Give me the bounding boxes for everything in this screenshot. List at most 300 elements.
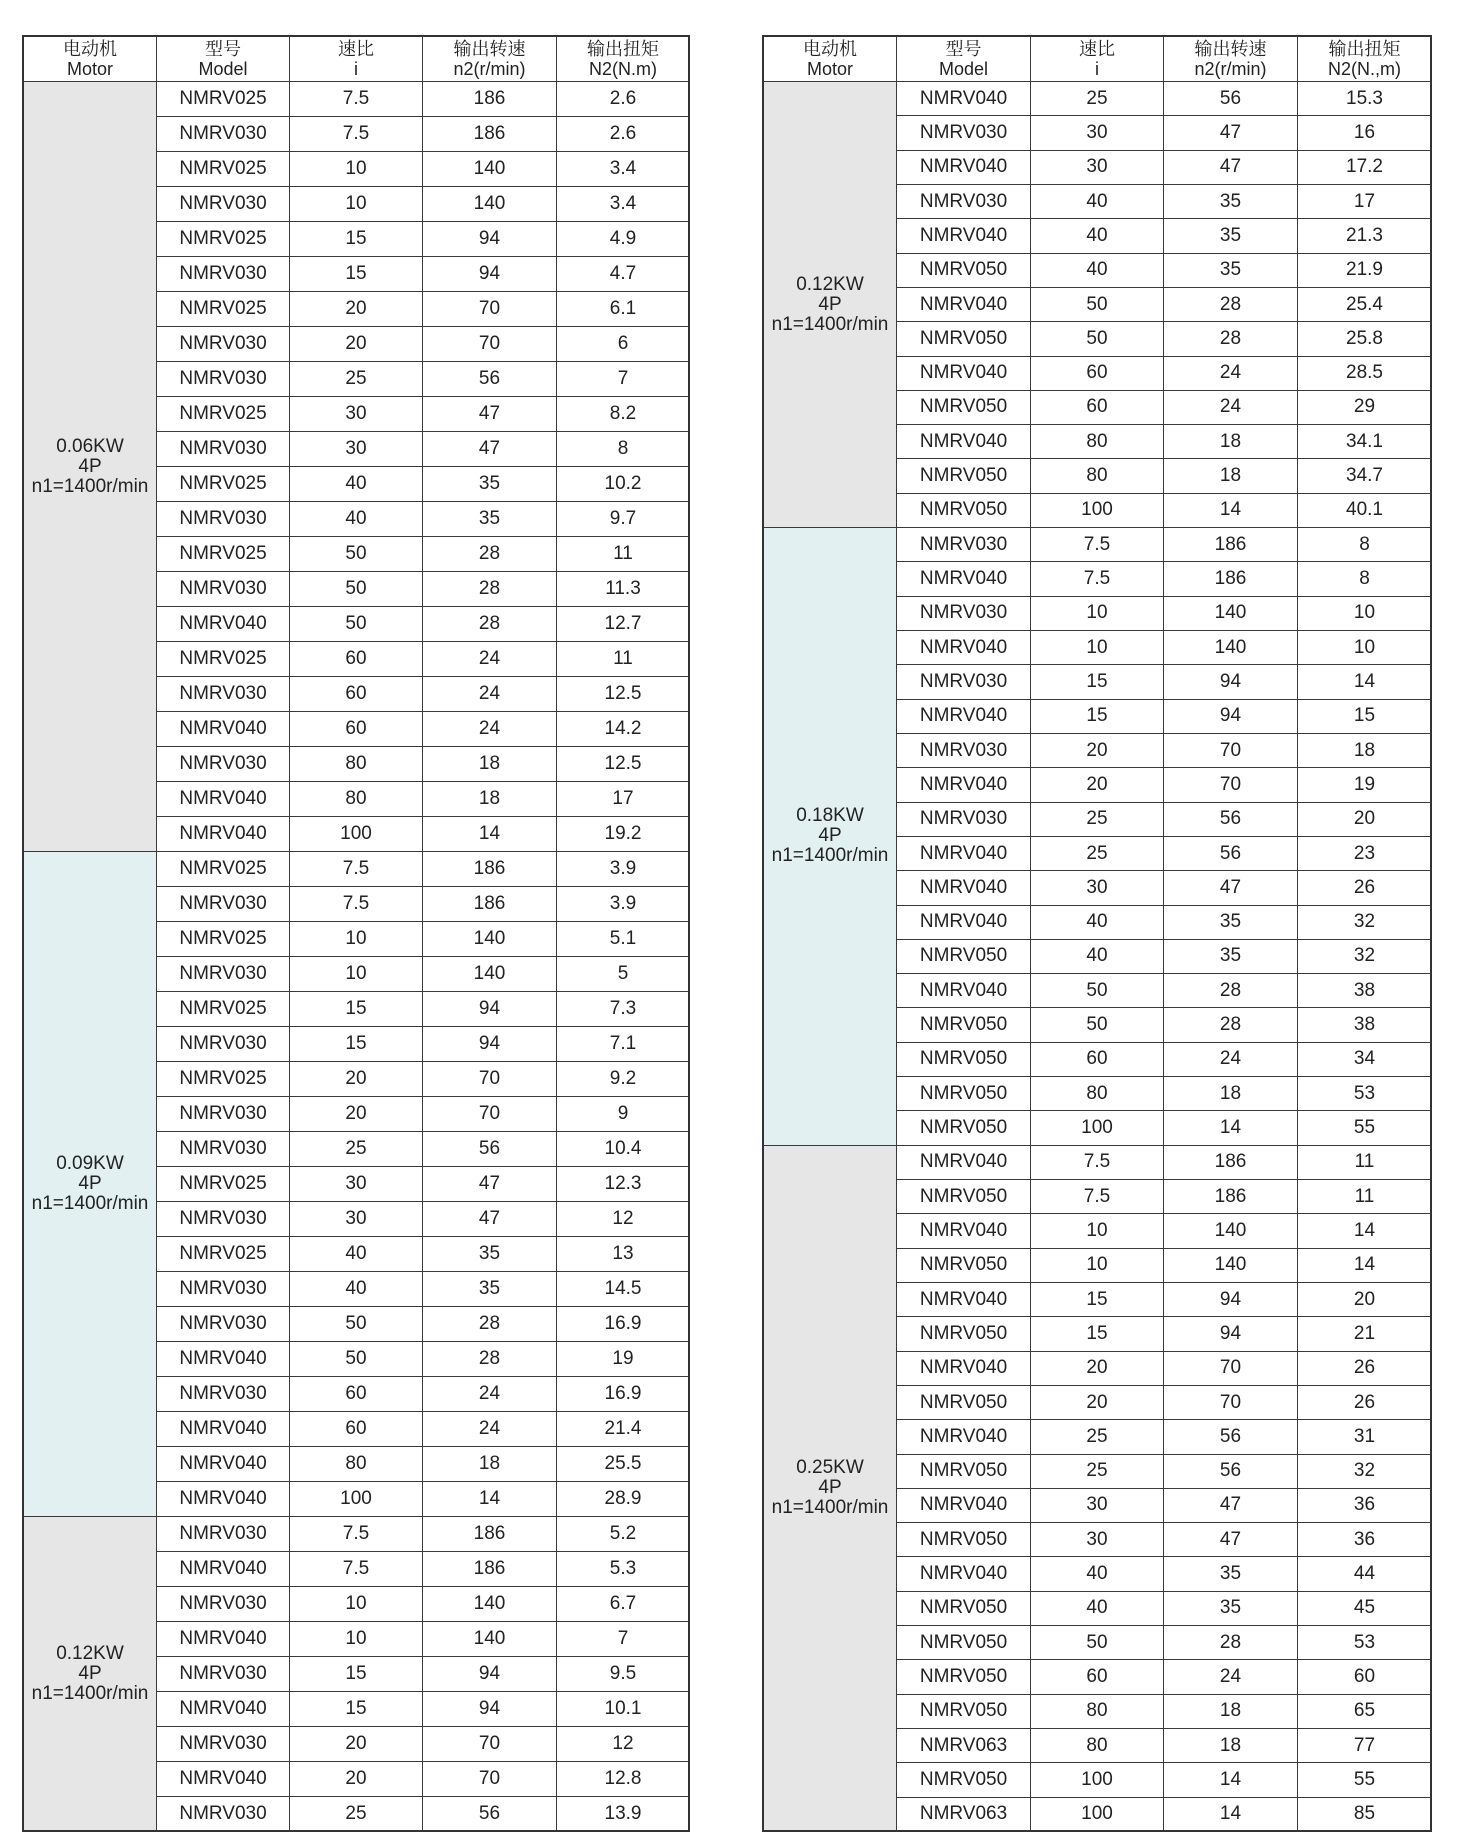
output-speed-cell: 35 xyxy=(1164,219,1298,253)
model-cell: NMRV050 xyxy=(897,253,1031,287)
output-torque-cell: 20 xyxy=(1298,802,1432,836)
ratio-cell: 15 xyxy=(1031,1317,1164,1351)
motor-poles: 4P xyxy=(818,1477,842,1499)
ratio-cell: 50 xyxy=(290,607,423,642)
motor-power: 0.25KW xyxy=(796,1457,864,1479)
output-torque-cell: 12 xyxy=(557,1202,690,1237)
output-speed-cell: 186 xyxy=(423,82,557,117)
model-cell: NMRV040 xyxy=(897,1282,1031,1316)
output-torque-cell: 3.9 xyxy=(557,852,690,887)
ratio-cell: 30 xyxy=(290,1167,423,1202)
output-speed-cell: 24 xyxy=(423,1377,557,1412)
output-torque-cell: 11 xyxy=(557,642,690,677)
output-torque-cell: 6.7 xyxy=(557,1587,690,1622)
ratio-cell: 15 xyxy=(290,992,423,1027)
header-output-speed: 输出转速 n2(r/min) xyxy=(423,37,557,82)
motor-group-cell xyxy=(24,1517,157,1832)
output-speed-cell: 94 xyxy=(423,992,557,1027)
left-table-body xyxy=(24,82,690,1832)
motor-speed: n1=1400r/min xyxy=(771,845,889,867)
model-cell: NMRV030 xyxy=(157,957,290,992)
output-torque-cell: 55 xyxy=(1298,1111,1432,1145)
model-cell: NMRV025 xyxy=(157,1237,290,1272)
model-cell: NMRV040 xyxy=(157,1552,290,1587)
motor-poles: 4P xyxy=(78,1173,102,1194)
ratio-cell: 20 xyxy=(290,1062,423,1097)
output-torque-cell: 11 xyxy=(557,537,690,572)
header-ratio: 速比 i xyxy=(1031,37,1164,82)
output-speed-cell: 186 xyxy=(423,887,557,922)
ratio-cell: 100 xyxy=(1031,1797,1164,1831)
model-cell: NMRV040 xyxy=(897,871,1031,905)
model-cell: NMRV040 xyxy=(897,219,1031,253)
output-torque-cell: 25.8 xyxy=(1298,322,1432,356)
output-torque-cell: 34 xyxy=(1298,1042,1432,1076)
ratio-cell: 60 xyxy=(1031,1042,1164,1076)
output-speed-cell: 47 xyxy=(423,1202,557,1237)
model-cell: NMRV030 xyxy=(897,596,1031,630)
ratio-cell: 30 xyxy=(290,397,423,432)
header-motor: 电动机 Motor xyxy=(764,37,897,82)
motor-poles: 4P xyxy=(78,1663,102,1684)
output-speed-cell: 70 xyxy=(423,1762,557,1797)
ratio-cell: 15 xyxy=(1031,1282,1164,1316)
ratio-cell: 10 xyxy=(1031,596,1164,630)
output-speed-cell: 94 xyxy=(1164,1317,1298,1351)
model-cell: NMRV030 xyxy=(157,1517,290,1552)
model-cell: NMRV040 xyxy=(897,1145,1031,1179)
output-torque-cell: 20 xyxy=(1298,1282,1432,1316)
output-torque-cell: 21.9 xyxy=(1298,253,1432,287)
model-cell: NMRV030 xyxy=(157,1377,290,1412)
output-torque-cell: 26 xyxy=(1298,871,1432,905)
motor-power: 0.18KW xyxy=(796,805,864,827)
output-speed-cell: 35 xyxy=(1164,253,1298,287)
output-torque-cell: 28.5 xyxy=(1298,356,1432,390)
output-speed-cell: 56 xyxy=(423,1132,557,1167)
output-speed-cell: 35 xyxy=(423,467,557,502)
ratio-cell: 40 xyxy=(1031,184,1164,218)
output-speed-cell: 14 xyxy=(1164,1797,1298,1831)
motor-power: 0.12KW xyxy=(796,273,864,295)
motor-speed: n1=1400r/min xyxy=(771,1497,889,1519)
ratio-cell: 25 xyxy=(290,1797,423,1832)
output-torque-cell: 44 xyxy=(1298,1557,1432,1591)
output-speed-cell: 94 xyxy=(423,1027,557,1062)
model-cell: NMRV030 xyxy=(157,1797,290,1832)
output-torque-cell: 25.5 xyxy=(557,1447,690,1482)
model-cell: NMRV050 xyxy=(897,1077,1031,1111)
header-output-torque: 输出扭矩 N2(N.m) xyxy=(557,37,690,82)
output-torque-cell: 11 xyxy=(1298,1145,1432,1179)
output-speed-cell: 186 xyxy=(1164,562,1298,596)
ratio-cell: 80 xyxy=(1031,425,1164,459)
output-speed-cell: 35 xyxy=(1164,905,1298,939)
model-cell: NMRV040 xyxy=(157,782,290,817)
header-output-speed: 输出转速 n2(r/min) xyxy=(1164,37,1298,82)
ratio-cell: 60 xyxy=(290,1377,423,1412)
model-cell: NMRV025 xyxy=(157,1167,290,1202)
ratio-cell: 10 xyxy=(290,957,423,992)
model-cell: NMRV050 xyxy=(897,1111,1031,1145)
output-torque-cell: 14.2 xyxy=(557,712,690,747)
table-row xyxy=(764,528,1432,562)
output-torque-cell: 13 xyxy=(557,1237,690,1272)
output-speed-cell: 18 xyxy=(1164,459,1298,493)
output-torque-cell: 29 xyxy=(1298,390,1432,424)
output-torque-cell: 3.9 xyxy=(557,887,690,922)
output-speed-cell: 28 xyxy=(423,1342,557,1377)
output-speed-cell: 47 xyxy=(1164,116,1298,150)
output-speed-cell: 24 xyxy=(1164,390,1298,424)
output-torque-cell: 14 xyxy=(1298,665,1432,699)
ratio-cell: 25 xyxy=(1031,836,1164,870)
ratio-cell: 10 xyxy=(290,187,423,222)
ratio-cell: 50 xyxy=(1031,974,1164,1008)
output-torque-cell: 55 xyxy=(1298,1763,1432,1797)
ratio-cell: 25 xyxy=(1031,82,1164,116)
ratio-cell: 15 xyxy=(1031,665,1164,699)
model-cell: NMRV040 xyxy=(157,712,290,747)
ratio-cell: 25 xyxy=(1031,802,1164,836)
output-speed-cell: 18 xyxy=(423,782,557,817)
output-torque-cell: 5 xyxy=(557,957,690,992)
model-cell: NMRV050 xyxy=(897,1763,1031,1797)
output-speed-cell: 28 xyxy=(1164,322,1298,356)
output-torque-cell: 77 xyxy=(1298,1729,1432,1763)
output-torque-cell: 11 xyxy=(1298,1180,1432,1214)
output-torque-cell: 8 xyxy=(557,432,690,467)
output-torque-cell: 8 xyxy=(1298,528,1432,562)
output-speed-cell: 140 xyxy=(1164,1214,1298,1248)
model-cell: NMRV050 xyxy=(897,493,1031,527)
model-cell: NMRV050 xyxy=(897,1591,1031,1625)
output-torque-cell: 32 xyxy=(1298,905,1432,939)
ratio-cell: 15 xyxy=(290,1692,423,1727)
ratio-cell: 20 xyxy=(1031,768,1164,802)
model-cell: NMRV040 xyxy=(157,1342,290,1377)
ratio-cell: 20 xyxy=(290,327,423,362)
ratio-cell: 80 xyxy=(1031,1694,1164,1728)
output-speed-cell: 18 xyxy=(423,1447,557,1482)
output-torque-cell: 18 xyxy=(1298,733,1432,767)
output-torque-cell: 10 xyxy=(1298,631,1432,665)
model-cell: NMRV030 xyxy=(157,1132,290,1167)
model-cell: NMRV030 xyxy=(157,502,290,537)
output-speed-cell: 70 xyxy=(1164,733,1298,767)
output-speed-cell: 186 xyxy=(423,852,557,887)
model-cell: NMRV040 xyxy=(157,1447,290,1482)
motor-group-cell xyxy=(24,852,157,1517)
model-cell: NMRV050 xyxy=(897,1008,1031,1042)
output-torque-cell: 36 xyxy=(1298,1488,1432,1522)
model-cell: NMRV040 xyxy=(897,562,1031,596)
model-cell: NMRV050 xyxy=(897,1694,1031,1728)
output-torque-cell: 12.5 xyxy=(557,747,690,782)
output-speed-cell: 14 xyxy=(1164,493,1298,527)
model-cell: NMRV030 xyxy=(157,117,290,152)
ratio-cell: 50 xyxy=(1031,1008,1164,1042)
output-speed-cell: 140 xyxy=(423,152,557,187)
model-cell: NMRV040 xyxy=(897,287,1031,321)
model-cell: NMRV040 xyxy=(157,1482,290,1517)
table-row xyxy=(24,852,690,887)
ratio-cell: 15 xyxy=(290,1027,423,1062)
output-speed-cell: 28 xyxy=(423,572,557,607)
model-cell: NMRV050 xyxy=(897,1317,1031,1351)
ratio-cell: 40 xyxy=(290,502,423,537)
ratio-cell: 40 xyxy=(290,1272,423,1307)
ratio-cell: 60 xyxy=(1031,356,1164,390)
output-torque-cell: 14 xyxy=(1298,1248,1432,1282)
motor-power: 0.12KW xyxy=(56,1643,124,1664)
model-cell: NMRV040 xyxy=(157,1692,290,1727)
model-cell: NMRV050 xyxy=(897,1454,1031,1488)
output-torque-cell: 10.1 xyxy=(557,1692,690,1727)
motor-poles: 4P xyxy=(818,293,842,315)
output-torque-cell: 14 xyxy=(1298,1214,1432,1248)
model-cell: NMRV030 xyxy=(157,1727,290,1762)
output-torque-cell: 32 xyxy=(1298,1454,1432,1488)
model-cell: NMRV040 xyxy=(897,150,1031,184)
output-speed-cell: 47 xyxy=(1164,1523,1298,1557)
ratio-cell: 50 xyxy=(290,572,423,607)
ratio-cell: 30 xyxy=(290,432,423,467)
output-torque-cell: 53 xyxy=(1298,1626,1432,1660)
output-torque-cell: 34.7 xyxy=(1298,459,1432,493)
model-cell: NMRV050 xyxy=(897,459,1031,493)
output-speed-cell: 28 xyxy=(1164,1626,1298,1660)
model-cell: NMRV040 xyxy=(157,1622,290,1657)
model-cell: NMRV040 xyxy=(897,974,1031,1008)
model-cell: NMRV030 xyxy=(157,1027,290,1062)
output-speed-cell: 186 xyxy=(1164,528,1298,562)
ratio-cell: 40 xyxy=(290,1237,423,1272)
model-cell: NMRV025 xyxy=(157,992,290,1027)
output-speed-cell: 47 xyxy=(1164,871,1298,905)
output-torque-cell: 26 xyxy=(1298,1385,1432,1419)
ratio-cell: 7.5 xyxy=(290,1552,423,1587)
ratio-cell: 10 xyxy=(1031,1248,1164,1282)
ratio-cell: 10 xyxy=(1031,631,1164,665)
header-model: 型号 Model xyxy=(897,37,1031,82)
header-ratio: 速比 i xyxy=(290,37,423,82)
output-torque-cell: 16 xyxy=(1298,116,1432,150)
output-torque-cell: 8.2 xyxy=(557,397,690,432)
output-speed-cell: 186 xyxy=(423,1552,557,1587)
output-speed-cell: 28 xyxy=(423,607,557,642)
ratio-cell: 30 xyxy=(1031,1523,1164,1557)
ratio-cell: 7.5 xyxy=(1031,1145,1164,1179)
output-torque-cell: 15.3 xyxy=(1298,82,1432,116)
ratio-cell: 15 xyxy=(1031,699,1164,733)
output-speed-cell: 47 xyxy=(423,397,557,432)
header-output-torque: 输出扭矩 N2(N.,m) xyxy=(1298,37,1432,82)
table-row xyxy=(764,82,1432,116)
output-speed-cell: 140 xyxy=(423,957,557,992)
output-torque-cell: 2.6 xyxy=(557,117,690,152)
ratio-cell: 30 xyxy=(1031,150,1164,184)
model-cell: NMRV050 xyxy=(897,390,1031,424)
output-torque-cell: 5.3 xyxy=(557,1552,690,1587)
ratio-cell: 7.5 xyxy=(290,887,423,922)
motor-group-cell xyxy=(24,82,157,852)
model-cell: NMRV040 xyxy=(897,768,1031,802)
model-cell: NMRV025 xyxy=(157,152,290,187)
model-cell: NMRV040 xyxy=(897,699,1031,733)
output-torque-cell: 32 xyxy=(1298,939,1432,973)
output-torque-cell: 6 xyxy=(557,327,690,362)
output-torque-cell: 60 xyxy=(1298,1660,1432,1694)
output-speed-cell: 56 xyxy=(1164,836,1298,870)
table-row xyxy=(24,82,690,117)
right-table-header xyxy=(764,37,1432,82)
output-torque-cell: 12 xyxy=(557,1727,690,1762)
output-torque-cell: 12.5 xyxy=(557,677,690,712)
ratio-cell: 20 xyxy=(1031,1385,1164,1419)
ratio-cell: 60 xyxy=(290,712,423,747)
output-speed-cell: 186 xyxy=(1164,1180,1298,1214)
model-cell: NMRV040 xyxy=(897,425,1031,459)
left-spec-table xyxy=(23,36,690,1832)
output-torque-cell: 15 xyxy=(1298,699,1432,733)
model-cell: NMRV040 xyxy=(897,1351,1031,1385)
output-torque-cell: 13.9 xyxy=(557,1797,690,1832)
output-torque-cell: 9.2 xyxy=(557,1062,690,1097)
output-torque-cell: 7.1 xyxy=(557,1027,690,1062)
output-speed-cell: 186 xyxy=(423,1517,557,1552)
motor-speed: n1=1400r/min xyxy=(31,1683,149,1704)
output-torque-cell: 3.4 xyxy=(557,152,690,187)
model-cell: NMRV030 xyxy=(157,1657,290,1692)
model-cell: NMRV030 xyxy=(157,257,290,292)
ratio-cell: 7.5 xyxy=(290,117,423,152)
model-cell: NMRV030 xyxy=(157,1307,290,1342)
model-cell: NMRV050 xyxy=(897,1042,1031,1076)
output-torque-cell: 38 xyxy=(1298,1008,1432,1042)
output-speed-cell: 28 xyxy=(423,537,557,572)
output-torque-cell: 4.9 xyxy=(557,222,690,257)
model-cell: NMRV025 xyxy=(157,82,290,117)
model-cell: NMRV025 xyxy=(157,467,290,502)
model-cell: NMRV040 xyxy=(897,1557,1031,1591)
ratio-cell: 10 xyxy=(1031,1214,1164,1248)
ratio-cell: 25 xyxy=(290,1132,423,1167)
right-table-body xyxy=(764,82,1432,1832)
model-cell: NMRV030 xyxy=(157,1272,290,1307)
output-torque-cell: 16.9 xyxy=(557,1307,690,1342)
output-speed-cell: 56 xyxy=(1164,802,1298,836)
ratio-cell: 25 xyxy=(1031,1454,1164,1488)
right-spec-table xyxy=(763,36,1432,1832)
model-cell: NMRV040 xyxy=(897,836,1031,870)
output-speed-cell: 35 xyxy=(1164,184,1298,218)
output-speed-cell: 186 xyxy=(423,117,557,152)
model-cell: NMRV040 xyxy=(157,1412,290,1447)
ratio-cell: 80 xyxy=(1031,1729,1164,1763)
ratio-cell: 80 xyxy=(1031,459,1164,493)
motor-speed: n1=1400r/min xyxy=(771,313,889,335)
ratio-cell: 40 xyxy=(1031,1591,1164,1625)
model-cell: NMRV030 xyxy=(157,747,290,782)
ratio-cell: 50 xyxy=(1031,287,1164,321)
output-speed-cell: 70 xyxy=(423,1097,557,1132)
model-cell: NMRV040 xyxy=(897,631,1031,665)
output-torque-cell: 9 xyxy=(557,1097,690,1132)
model-cell: NMRV030 xyxy=(897,184,1031,218)
model-cell: NMRV030 xyxy=(897,116,1031,150)
ratio-cell: 100 xyxy=(1031,493,1164,527)
output-speed-cell: 24 xyxy=(423,712,557,747)
output-torque-cell: 12.3 xyxy=(557,1167,690,1202)
ratio-cell: 30 xyxy=(1031,1488,1164,1522)
output-speed-cell: 140 xyxy=(423,1622,557,1657)
output-speed-cell: 18 xyxy=(1164,1077,1298,1111)
output-torque-cell: 21.3 xyxy=(1298,219,1432,253)
output-speed-cell: 70 xyxy=(1164,768,1298,802)
model-cell: NMRV050 xyxy=(897,1626,1031,1660)
output-speed-cell: 70 xyxy=(423,1727,557,1762)
model-cell: NMRV040 xyxy=(157,817,290,852)
output-speed-cell: 18 xyxy=(423,747,557,782)
model-cell: NMRV025 xyxy=(157,922,290,957)
output-torque-cell: 10 xyxy=(1298,596,1432,630)
ratio-cell: 20 xyxy=(290,1762,423,1797)
ratio-cell: 7.5 xyxy=(1031,562,1164,596)
output-speed-cell: 24 xyxy=(423,677,557,712)
output-torque-cell: 25.4 xyxy=(1298,287,1432,321)
output-speed-cell: 56 xyxy=(423,1797,557,1832)
left-table-header xyxy=(24,37,690,82)
output-torque-cell: 34.1 xyxy=(1298,425,1432,459)
ratio-cell: 50 xyxy=(1031,1626,1164,1660)
output-torque-cell: 11.3 xyxy=(557,572,690,607)
output-speed-cell: 28 xyxy=(423,1307,557,1342)
ratio-cell: 7.5 xyxy=(290,852,423,887)
ratio-cell: 80 xyxy=(1031,1077,1164,1111)
motor-group-cell xyxy=(764,1145,897,1831)
ratio-cell: 7.5 xyxy=(290,82,423,117)
output-speed-cell: 35 xyxy=(423,502,557,537)
output-torque-cell: 7 xyxy=(557,362,690,397)
output-speed-cell: 47 xyxy=(1164,1488,1298,1522)
output-speed-cell: 140 xyxy=(423,922,557,957)
motor-power: 0.09KW xyxy=(56,1153,124,1174)
output-speed-cell: 70 xyxy=(1164,1385,1298,1419)
output-torque-cell: 7 xyxy=(557,1622,690,1657)
ratio-cell: 50 xyxy=(290,1307,423,1342)
output-speed-cell: 14 xyxy=(423,817,557,852)
model-cell: NMRV040 xyxy=(897,1420,1031,1454)
output-speed-cell: 28 xyxy=(1164,1008,1298,1042)
output-speed-cell: 140 xyxy=(1164,631,1298,665)
ratio-cell: 100 xyxy=(290,1482,423,1517)
output-torque-cell: 10.2 xyxy=(557,467,690,502)
model-cell: NMRV030 xyxy=(157,362,290,397)
output-torque-cell: 28.9 xyxy=(557,1482,690,1517)
ratio-cell: 60 xyxy=(1031,390,1164,424)
ratio-cell: 25 xyxy=(290,362,423,397)
model-cell: NMRV040 xyxy=(157,607,290,642)
output-torque-cell: 10.4 xyxy=(557,1132,690,1167)
output-torque-cell: 38 xyxy=(1298,974,1432,1008)
output-speed-cell: 94 xyxy=(1164,699,1298,733)
model-cell: NMRV030 xyxy=(157,1587,290,1622)
table-row xyxy=(24,1517,690,1552)
output-speed-cell: 70 xyxy=(423,327,557,362)
model-cell: NMRV025 xyxy=(157,642,290,677)
model-cell: NMRV040 xyxy=(897,1214,1031,1248)
